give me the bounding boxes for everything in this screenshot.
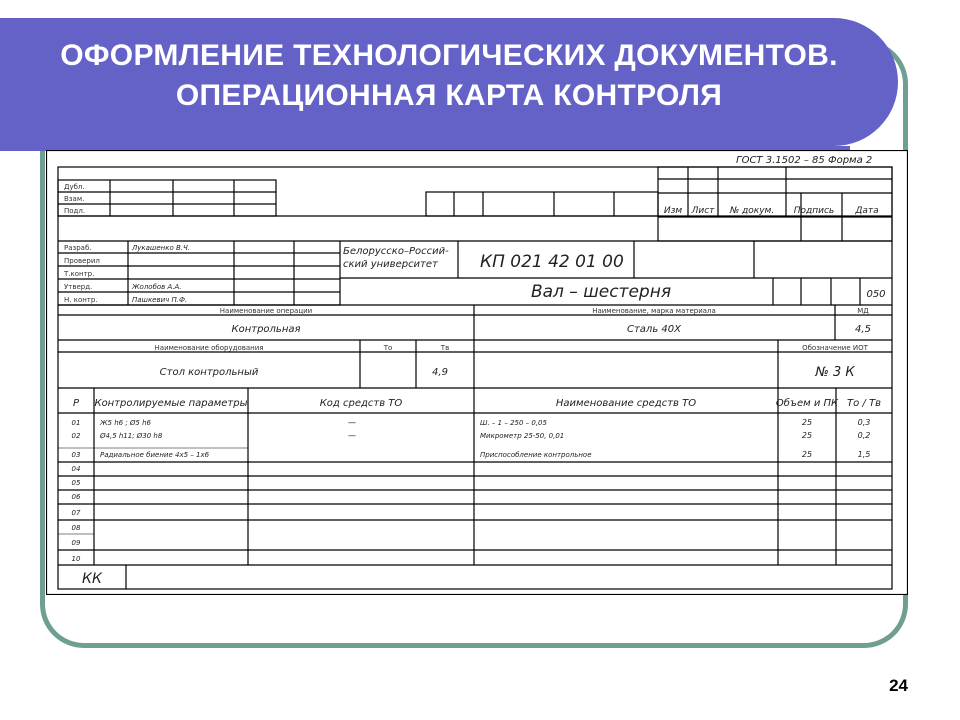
label-vzam: Взам. [64, 195, 85, 203]
cell-n: 09 [71, 539, 81, 547]
cell-vol: 25 [801, 418, 813, 427]
md-label: МД [857, 307, 869, 315]
operation-value: Контрольная [231, 324, 301, 335]
cell-time: 0,2 [857, 431, 871, 440]
table-row [72, 465, 81, 473]
cell-code: — [348, 418, 356, 427]
slide-title [0, 36, 898, 116]
organization-text: Белорусско–Россий-ский университет [343, 246, 449, 270]
table-row [72, 539, 81, 547]
sig-role-3: Т.контр. [64, 270, 95, 278]
cell-n: 04 [71, 465, 81, 473]
table-row [72, 524, 81, 532]
cell-tool: Ш. – 1 – 250 – 0,05 [480, 419, 547, 427]
sig-name-4: Жолобов А.А. [132, 283, 182, 291]
fixture-label: Обозначение ИОТ [802, 344, 868, 352]
tv-label: Тв [440, 344, 450, 352]
cell-tool: Приспособление контрольное [480, 451, 592, 459]
sig-name-1: Лукашенко В.Ч. [132, 244, 190, 252]
page-number: 24 [889, 676, 908, 695]
th-row: Р [72, 398, 80, 409]
cell-time: 1,5 [857, 450, 871, 459]
th-time: То / Тв [847, 398, 881, 409]
operation-code: 050 [866, 289, 886, 300]
operation-label: Наименование операции [219, 307, 313, 315]
col-list: Лист [691, 206, 715, 216]
table-row [72, 493, 81, 501]
material-label: Наименование, марка материала [592, 307, 716, 315]
title-line-1: ОФОРМЛЕНИЕ ТЕХНОЛОГИЧЕСКИХ ДОКУМЕНТОВ. [60, 39, 838, 72]
label-podl: Подл. [64, 207, 86, 215]
col-sign: Подпись [793, 206, 835, 216]
equipment-value: Стол контрольный [159, 367, 259, 378]
cell-time: 0,3 [857, 418, 871, 427]
part-name: Вал – шестерня [530, 282, 672, 302]
footer-code: КК [82, 571, 102, 587]
cell-n: 06 [71, 493, 81, 501]
cell-n: 02 [71, 432, 81, 440]
th-volume: Объем и ПК [775, 398, 839, 409]
tv-value: 4,9 [432, 367, 448, 378]
sig-role-5: Н. контр. [64, 296, 98, 304]
cell-param: Ж5 h6 ; Ø5 h6 [100, 419, 151, 427]
to-label: То [383, 344, 393, 352]
cell-vol: 25 [801, 450, 813, 459]
cell-vol: 25 [801, 431, 813, 440]
col-izm: Изм [663, 206, 683, 216]
cell-n: 08 [71, 524, 81, 532]
equipment-label: Наименование оборудования [154, 344, 264, 352]
cell-n: 01 [71, 419, 81, 427]
md-value: 4,5 [855, 324, 871, 335]
cell-n: 07 [71, 509, 81, 517]
th-params: Контролируемые параметры [94, 398, 248, 409]
control-card [46, 150, 908, 595]
cell-n: 10 [71, 555, 81, 563]
sig-role-1: Разраб. [64, 244, 92, 252]
sig-name-5: Пашкевич П.Ф. [132, 296, 188, 304]
sig-role-2: Проверил [64, 257, 100, 265]
cell-param: Радиальное биение 4х5 – 1х6 [100, 451, 210, 459]
th-code: Код средств ТО [319, 398, 403, 409]
table-row [72, 555, 81, 563]
fixture-value: № 3 К [815, 365, 855, 380]
col-doc: № докум. [729, 206, 775, 216]
label-dubl: Дубл. [64, 183, 85, 191]
cell-n: 05 [71, 479, 81, 487]
cell-tool: Микрометр 25-50, 0,01 [480, 432, 565, 440]
table-row [72, 479, 81, 487]
cell-code: — [348, 431, 356, 440]
sig-role-4: Утверд. [64, 283, 93, 291]
cell-param: Ø4,5 h11; Ø30 h8 [100, 432, 163, 440]
col-date: Дата [855, 206, 879, 216]
doc-code: КП 021 42 01 00 [480, 252, 624, 272]
cell-n: 03 [71, 451, 81, 459]
th-tools: Наименование средств ТО [555, 398, 697, 409]
standard-text: ГОСТ 3.1502 – 85 Форма 2 [736, 155, 873, 166]
table-row [72, 509, 81, 517]
title-line-2: ОПЕРАЦИОННАЯ КАРТА КОНТРОЛЯ [175, 79, 723, 112]
material-value: Сталь 40Х [627, 324, 681, 335]
